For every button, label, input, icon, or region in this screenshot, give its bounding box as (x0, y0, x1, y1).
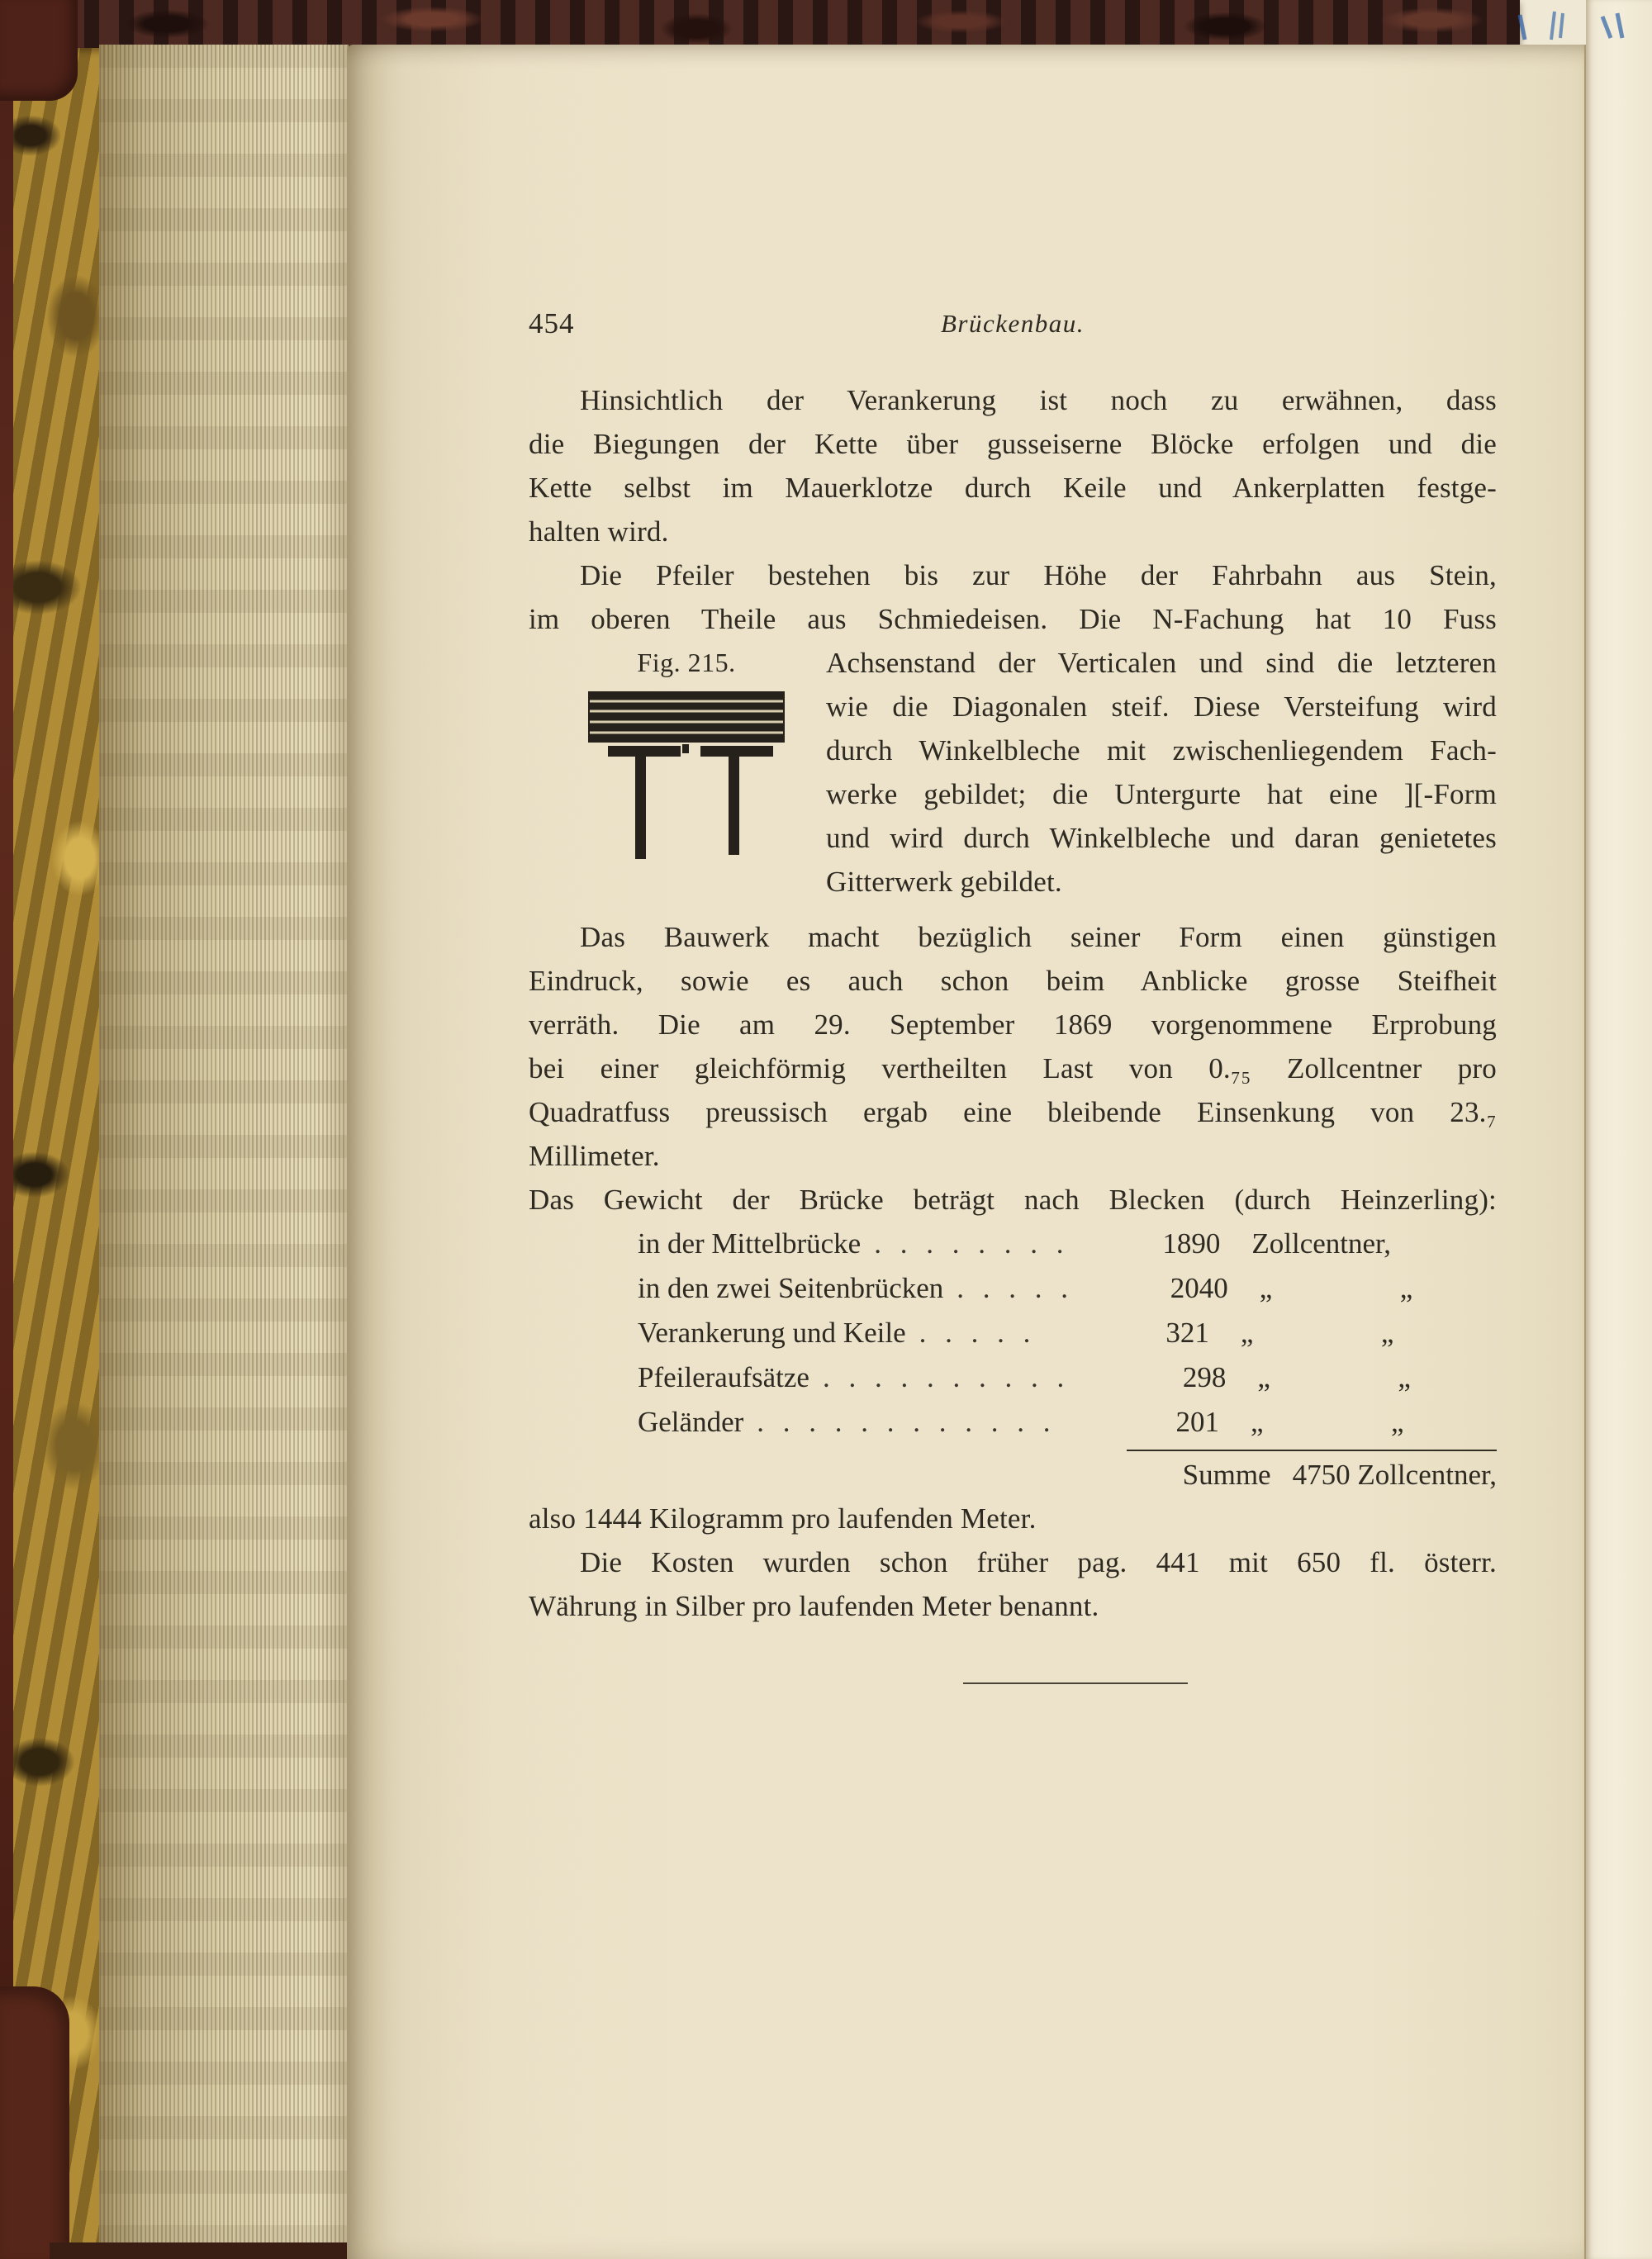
weight-unit-ditto: „ (1259, 1272, 1273, 1304)
text-line: werke gebildet; die Untergurte hat eine ][-Form (826, 778, 1497, 810)
text-line: Gitterwerk gebildet. (826, 866, 1062, 898)
stacked-page-edges (99, 45, 349, 2259)
text-line: Die Pfeiler bestehen bis zur Höhe der Fahrbahn aus Stein, (580, 559, 1497, 591)
weight-row (529, 1266, 1497, 1311)
text-line: halten wird. (529, 515, 669, 548)
text-line: die Biegungen der Kette über gusseiserne Blöcke erfolgen und die (529, 428, 1497, 460)
marbled-endpaper (13, 0, 101, 2259)
weight-label: in den zwei Seitenbrücken (638, 1272, 944, 1304)
printed-text-block (529, 307, 1497, 1684)
text-line: Achsenstand der Verticalen und sind die letzteren (826, 647, 1497, 679)
book-bottom-edge (50, 2242, 349, 2259)
weight-label: Verankerung und Keile (638, 1317, 906, 1349)
text-line: im oberen Theile aus Schmiedeisen. Die N-Fachung hat 10 Fuss (529, 603, 1497, 635)
weight-row (529, 1400, 1497, 1445)
dot-leader: . . . . . . . . . . . . (757, 1406, 1051, 1438)
weight-row (529, 1355, 1497, 1400)
text-line: Kette selbst im Mauerklotze durch Keile und Ankerplatten festge- (529, 472, 1497, 504)
sum-value: 4750 Zollcentner, (1292, 1459, 1497, 1491)
weight-table (529, 1222, 1497, 1497)
sum-rule (1127, 1450, 1497, 1451)
weight-unit-ditto: „ (1398, 1361, 1411, 1393)
dot-leader: . . . . . (919, 1317, 1031, 1349)
weight-label: Pfeileraufsätze (638, 1361, 809, 1393)
text-line: Quadratfuss preussisch ergab eine bleibende Einsenkung von 23.₇ (529, 1096, 1497, 1128)
book-page (347, 45, 1586, 2259)
text-line: Hinsichtlich der Verankerung ist noch zu erwähnen, dass (580, 384, 1497, 416)
text-line: verräth. Die am 29. September 1869 vorgenommene Erprobung (529, 1008, 1497, 1041)
figure-label: Fig. 215. (637, 648, 736, 677)
girder-cross-section-figure (588, 691, 785, 865)
paragraph-piers-intro (529, 553, 1497, 641)
paragraph-structure-test (529, 915, 1497, 1178)
weight-unit-ditto: „ (1250, 1406, 1264, 1438)
leather-corner-bottom (0, 1986, 69, 2259)
dot-leader: . . . . . . . . (874, 1227, 1064, 1260)
weight-unit-ditto: „ (1399, 1272, 1413, 1304)
weight-unit-ditto: „ (1380, 1317, 1394, 1349)
dot-leader: . . . . . (957, 1272, 1069, 1304)
weight-row (529, 1222, 1497, 1266)
page-number: 454 (529, 307, 575, 339)
text-line: durch Winkelbleche mit zwischenliegendem Fach- (826, 734, 1497, 766)
weight-value: 298 (1182, 1361, 1227, 1393)
weights-intro-line: Das Gewicht der Brücke beträgt nach Blecken (durch Heinzerling): (529, 1184, 1497, 1216)
section-end-rule (963, 1682, 1188, 1684)
weight-unit-ditto: „ (1257, 1361, 1270, 1393)
text-line: bei einer gleichförmig vertheilten Last von 0.₇₅ Zollcentner pro (529, 1052, 1497, 1084)
kilogram-line: also 1444 Kilogramm pro laufenden Meter. (529, 1502, 1037, 1535)
weight-row (529, 1311, 1497, 1355)
leather-spine-edge (0, 0, 13, 2259)
weight-unit-ditto: „ (1240, 1317, 1254, 1349)
page-header (529, 307, 1497, 352)
figure-paragraph (529, 641, 1497, 915)
sum-line (529, 1453, 1497, 1497)
weight-label: in der Mittelbrücke (638, 1227, 862, 1260)
weight-value: 1890 (1162, 1227, 1221, 1260)
text-line: Eindruck, sowie es auch schon beim Anblicke grosse Steifheit (529, 965, 1497, 997)
sum-label: Summe (1182, 1459, 1271, 1491)
weight-unit: Zollcentner, (1251, 1227, 1392, 1260)
text-line: Millimeter. (529, 1140, 660, 1172)
weight-label: Geländer (638, 1406, 744, 1438)
text-line: Das Bauwerk macht bezüglich seiner Form einen günstigen (580, 921, 1497, 953)
dot-leader: . . . . . . . . . . (822, 1361, 1065, 1393)
running-header: Brückenbau. (940, 309, 1085, 338)
weight-value: 321 (1165, 1317, 1209, 1349)
paragraph-costs (529, 1540, 1497, 1628)
facing-page-edge (1586, 0, 1652, 2259)
text-line: und wird durch Winkelbleche und daran genietetes (826, 822, 1497, 854)
leather-corner-top (0, 0, 78, 101)
weight-unit-ditto: „ (1390, 1406, 1404, 1438)
text-line: Währung in Silber pro laufenden Meter benannt. (529, 1590, 1099, 1622)
figure-215 (562, 648, 811, 915)
weight-value: 201 (1175, 1406, 1219, 1438)
weight-value: 2040 (1170, 1272, 1228, 1304)
text-line: wie die Diagonalen steif. Diese Versteifung wird (826, 691, 1497, 723)
paragraph-anchorage (529, 378, 1497, 553)
text-line: Die Kosten wurden schon früher pag. 441 mit 650 fl. österr. (580, 1546, 1497, 1578)
book-top-edge (50, 0, 1520, 48)
